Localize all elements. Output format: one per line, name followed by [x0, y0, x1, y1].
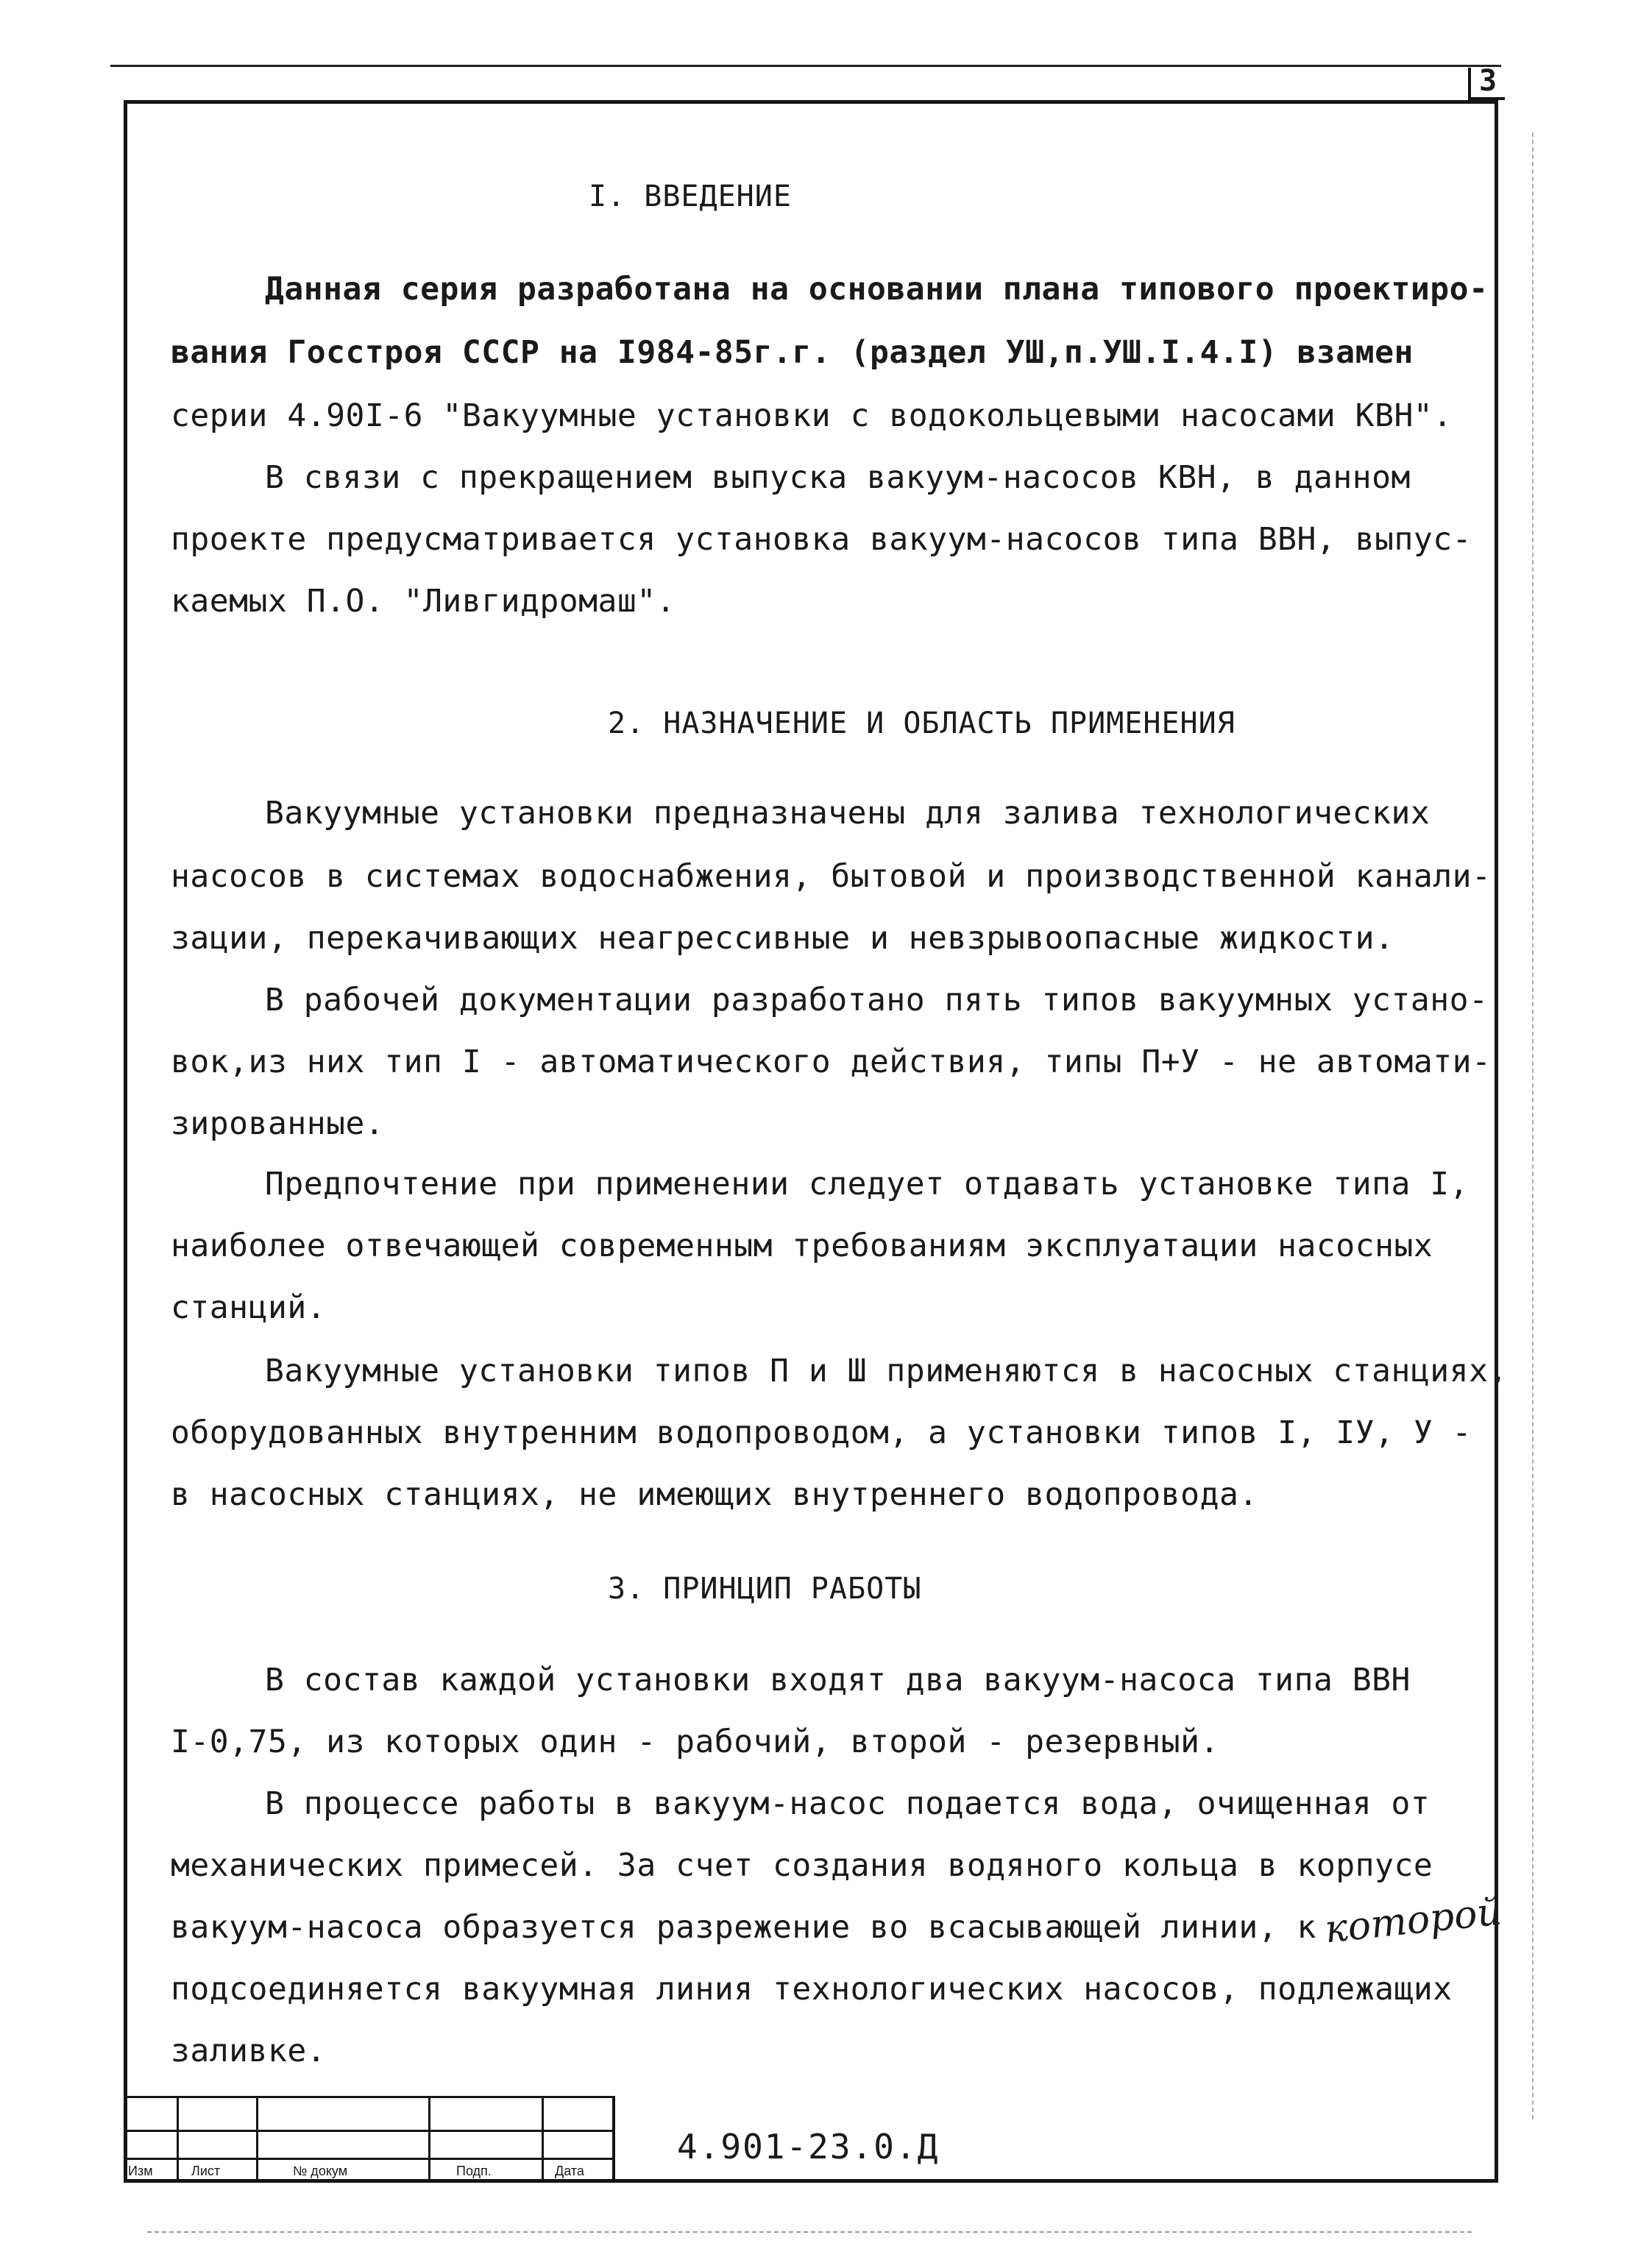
paragraph-line: насосов в системах водоснабжения, бытовой и производственной канали-: [171, 858, 1492, 895]
handwritten-correction: которой: [1322, 1889, 1504, 1952]
section-1-heading: I. ВВЕДЕНИЕ: [589, 180, 792, 213]
sheet-number: 3: [1468, 68, 1505, 100]
grid-rule: [177, 2096, 179, 2183]
title-block-grid: [124, 2096, 615, 2183]
paragraph-line: оборудованных внутренним водопроводом, а установки типов I, IУ, У -: [171, 1414, 1472, 1451]
label-doc-number: № докум: [293, 2164, 348, 2178]
section-3-heading: 3. ПРИНЦИП РАБОТЫ: [608, 1572, 922, 1606]
grid-rule: [542, 2096, 544, 2183]
label-izm: Изм: [128, 2164, 153, 2178]
paragraph-line: В связи с прекращением выпуска вакуум-насосов КВН, в данном: [265, 459, 1411, 496]
label-date: Дата: [555, 2164, 584, 2178]
page-top-rule: [110, 65, 1501, 67]
paragraph-line: наиболее отвечающей современным требованиям эксплуатации насосных: [171, 1228, 1433, 1264]
paragraph-line: вакуум-насоса образуется разрежение во всасывающей линии, к: [171, 1909, 1316, 1946]
paragraph-line: зированные.: [171, 1105, 385, 1142]
paragraph-line: механических примесей. За счет создания водяного кольца в корпусе: [171, 1847, 1433, 1884]
document-code: 4.901-23.0.Д: [677, 2127, 940, 2167]
bottom-cut-line: [147, 2231, 1472, 2233]
paragraph-line: Вакуумные установки типов П и Ш применяются в насосных станциях,: [265, 1353, 1508, 1389]
paragraph-line: заливке.: [171, 2033, 327, 2069]
paragraph-line: вания Госстроя СССР на I984-85г.г. (раздел УШ,п.УШ.I.4.I) взамен: [171, 334, 1414, 371]
paragraph-line: подсоединяется вакуумная линия технологических насосов, подлежащих: [171, 1971, 1453, 2008]
paragraph-line: зации, перекачивающих неагрессивные и невзрывоопасные жидкости.: [171, 920, 1394, 957]
label-signature: Подп.: [456, 2164, 492, 2178]
paragraph-line: В процессе работы в вакуум-насос подается вода, очищенная от: [265, 1785, 1431, 1822]
paragraph-line: каемых П.О. "Ливгидромаш".: [171, 583, 676, 620]
paragraph-line: проекте предусматривается установка вакуум-насосов типа ВВН, выпус-: [171, 521, 1472, 558]
paragraph-line: Вакуумные установки предназначены для залива технологических: [265, 795, 1431, 832]
paragraph-line: серии 4.90I-6 "Вакуумные установки с водокольцевыми насосами КВН".: [171, 397, 1453, 434]
binding-edge-marks: [1532, 132, 1534, 2119]
paragraph-line: Данная серия разработана на основании плана типового проектиро-: [265, 271, 1489, 308]
paragraph-line: станций.: [171, 1289, 327, 1326]
paragraph-line: вок,из них тип I - автоматического действия, типы П+У - не автомати-: [171, 1044, 1492, 1080]
paragraph-line: в насосных станциях, не имеющих внутреннего водопровода.: [171, 1476, 1258, 1513]
grid-rule: [428, 2096, 430, 2183]
section-2-heading: 2. НАЗНАЧЕНИЕ И ОБЛАСТЬ ПРИМЕНЕНИЯ: [608, 706, 1236, 740]
paragraph-line: В состав каждой установки входят два вакуум-насоса типа ВВН: [265, 1662, 1411, 1698]
grid-rule: [256, 2096, 258, 2183]
paragraph-line: I-0,75, из которых один - рабочий, второй - резервный.: [171, 1724, 1219, 1760]
paragraph-line: Предпочтение при применении следует отдавать установке типа I,: [265, 1166, 1470, 1202]
label-list: Лист: [191, 2164, 221, 2178]
paragraph-line: В рабочей документации разработано пять типов вакуумных устано-: [265, 982, 1489, 1019]
